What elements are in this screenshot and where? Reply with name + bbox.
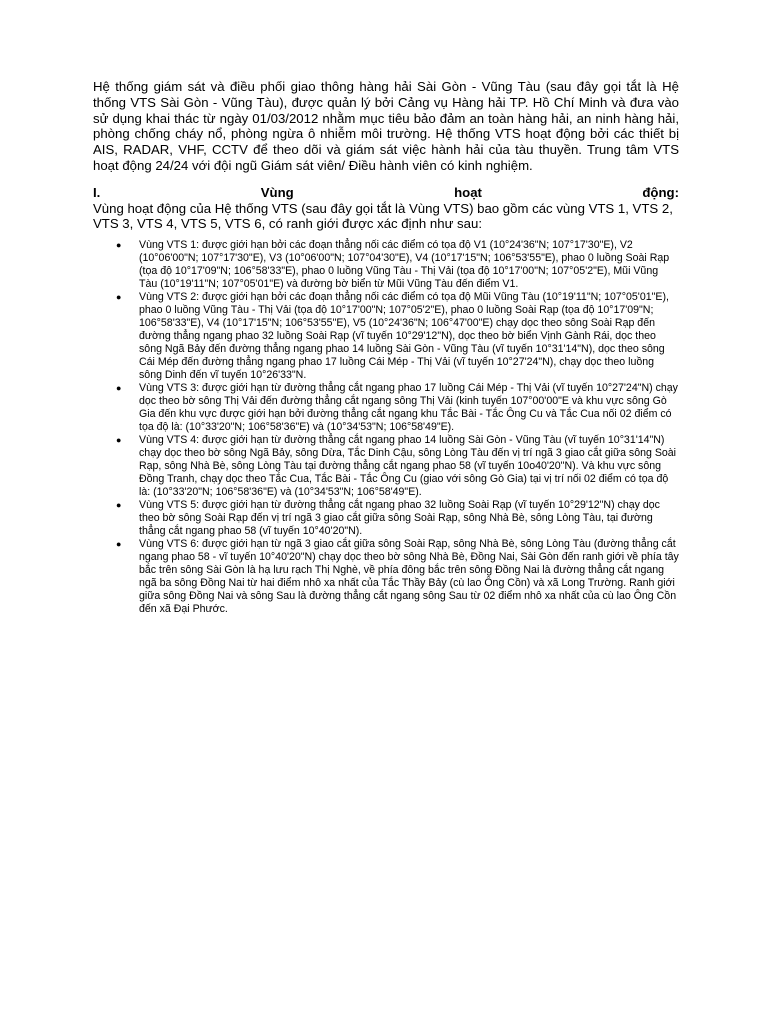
zone-item-vts4 xyxy=(93,434,679,499)
bullet-icon: ● xyxy=(116,383,122,394)
zone-item-vts3 xyxy=(93,382,679,434)
zone-text: Vùng VTS 2: được giới hạn bởi các đoạn thẳng nối các điểm có tọa độ Mũi Vũng Tàu (10°19'11"N; 107°05'01"E), phao 0 luồng Vũng Tàu - Thị Vải (tọa độ 10°17'00"N; 107°05'2"E), phao 0 luồng Soài Rạp (tọa độ 10°17'09"N; 106°58'33"E), V4 (10°17'15"N; 106°53'55"E), V5 (10°24'36"N; 106°47'00"E) chạy dọc theo sông Soài Rạp đến đường thẳng ngang phao 32 luồng Soài Rạp (vĩ tuyến 10°29'12"N), dọc theo bờ biển Vịnh Gành Rái, dọc theo sông Ngã Bảy đến đường thẳng ngang phao 14 luồng Sài Gòn - Vũng Tàu (vĩ tuyến 10°31'14"N), dọc theo sông Cái Mép đến đường thẳng ngang phao 17 luồng Cái Mép - Thị Vải (vĩ tuyến 10°27'24"N), chạy dọc theo luồng sông Dinh đến vĩ tuyến 10°26'33"N. xyxy=(139,291,669,382)
section-lead-paragraph: Vùng hoạt động của Hệ thống VTS (sau đây gọi tắt là Vùng VTS) bao gồm các vùng VTS 1, VTS 2, VTS 3, VTS 4, VTS 5, VTS 6, có ranh giới được xác định như sau: xyxy=(93,200,673,232)
bullet-icon: ● xyxy=(116,240,122,251)
zone-item-vts2 xyxy=(93,291,679,382)
zone-text: Vùng VTS 6: được giới hạn từ ngã 3 giao cắt giữa sông Soài Rạp, sông Nhà Bè, sông Lòng Tàu (đường thẳng cắt ngang phao 58 - vĩ tuyến 10°40'20"N) chạy dọc theo bờ sông Nhà Bè, Đồng Nai, Sài Gòn đến ranh giới về phía tây bắc trên sông Sài Gòn là hạ lưu rạch Thị Nghè, về phía đông bắc trên sông Đồng Nai là đường thẳng cắt ngang ngã ba sông Đồng Nai từ hai điểm nhô xa nhất của Tắc Thầy Bảy (cù lao Ông Cồn) và xã Long Trường. Ranh giới giữa sông Đồng Nai và sông Sau là đường thẳng cắt ngang sông Sau từ 02 điểm nhô xa nhất của cù lao Ông Cồn đến xã Đại Phước. xyxy=(139,538,679,616)
section-heading-word-2: hoạt xyxy=(454,184,482,200)
intro-paragraph: Hệ thống giám sát và điều phối giao thông hàng hải Sài Gòn - Vũng Tàu (sau đây gọi tắt là Hệ thống VTS Sài Gòn - Vũng Tàu), được quản lý bởi Cảng vụ Hàng hải TP. Hồ Chí Minh và đưa vào sử dụng khai thác từ ngày 01/03/2012 nhằm mục tiêu bảo đảm an toàn hàng hải, an ninh hàng hải, phòng chống cháy nổ, phòng ngừa ô nhiễm môi trường. Hệ thống VTS hoạt động bởi các thiết bị AIS, RADAR, VHF, CCTV để theo dõi và giám sát việc hành hải của tàu thuyền. Trung tâm VTS hoạt động 24/24 với đội ngũ Giám sát viên/ Điều hành viên có kinh nghiệm. xyxy=(93,79,679,173)
document-page xyxy=(93,79,679,616)
zone-item-vts5 xyxy=(93,499,679,538)
section-heading xyxy=(93,185,679,201)
zone-item-vts1 xyxy=(93,239,679,291)
zone-text: Vùng VTS 4: được giới hạn từ đường thẳng cắt ngang phao 14 luồng Sài Gòn - Vũng Tàu (vĩ tuyến 10°31'14"N) chạy dọc theo bờ sông Ngã Bảy, sông Dừa, Tắc Dinh Cậu, sông Lòng Tàu đến vị trí ngã 3 giao cắt giữa sông Soài Rạp, sông Nhà Bè, sông Lòng Tàu tại đường thẳng cắt ngang phao 58 (vĩ tuyến 10o40'20"N). Và khu vực sông Đồng Tranh, chạy dọc theo Tắc Cua, Tắc Bài - Tắc Ông Cu (giao với sông Gò Gia) tại vị trí nối 02 điểm có tọa độ là: (10°33'20"N; 106°58'36"E) và (10°34'53"N; 106°58'49"E). xyxy=(139,434,677,499)
bullet-icon: ● xyxy=(116,292,122,303)
bullet-icon: ● xyxy=(116,435,122,446)
section-heading-word-1: Vùng xyxy=(260,184,294,200)
zone-text: Vùng VTS 3: được giới hạn từ đường thẳng cắt ngang phao 17 luồng Cái Mép - Thị Vải (vĩ tuyến 10°27'24"N) chạy dọc theo bờ sông Thị Vải đến đường thẳng cắt ngang sông Thị Vải (kinh tuyến 107°00'00"E và khu vực sông Gò Gia đến khu vực được giới hạn bởi đường thẳng cắt ngang khu Tắc Bài - Tắc Ông Cu và Tắc Cua nối 02 điểm có tọa độ là: (10°33'20"N; 106°58'36"E) và (10°34'53"N; 106°58'49"E). xyxy=(139,382,678,434)
section-heading-word-3: động: xyxy=(642,184,679,200)
bullet-icon: ● xyxy=(116,539,122,550)
section-number: I. xyxy=(93,184,101,200)
bullet-icon: ● xyxy=(116,500,122,511)
zone-text: Vùng VTS 5: được giới hạn từ đường thẳng cắt ngang phao 32 luồng Soài Rạp (vĩ tuyến 10°29'12"N) chạy dọc theo bờ sông Soài Rạp đến vị trí ngã 3 giao cắt giữa sông Soài Rạp, sông Nhà Bè, sông Lòng Tàu, tại đường thẳng cắt ngang phao 58 (vĩ tuyến 10°40'20"N). xyxy=(139,499,660,538)
zone-text: Vùng VTS 1: được giới hạn bởi các đoạn thẳng nối các điểm có tọa độ V1 (10°24'36"N; 107°17'30"E), V2 (10°06'00"N; 107°17'30"E), V3 (10°06'00"N; 107°04'30"E), V4 (10°17'15"N; 106°53'55"E), phao 0 luồng Soài Rạp (tọa độ 10°17'09"N; 106°58'33"E), phao 0 luồng Vũng Tàu - Thị Vải (tọa độ 10°17'00"N; 107°05'2"E), Mũi Vũng Tàu (10°19'11"N; 107°05'01"E) và đường bờ biển từ Mũi Vũng Tàu đến điểm V1. xyxy=(139,239,670,291)
zone-list xyxy=(93,239,679,616)
zone-item-vts6 xyxy=(93,538,679,616)
